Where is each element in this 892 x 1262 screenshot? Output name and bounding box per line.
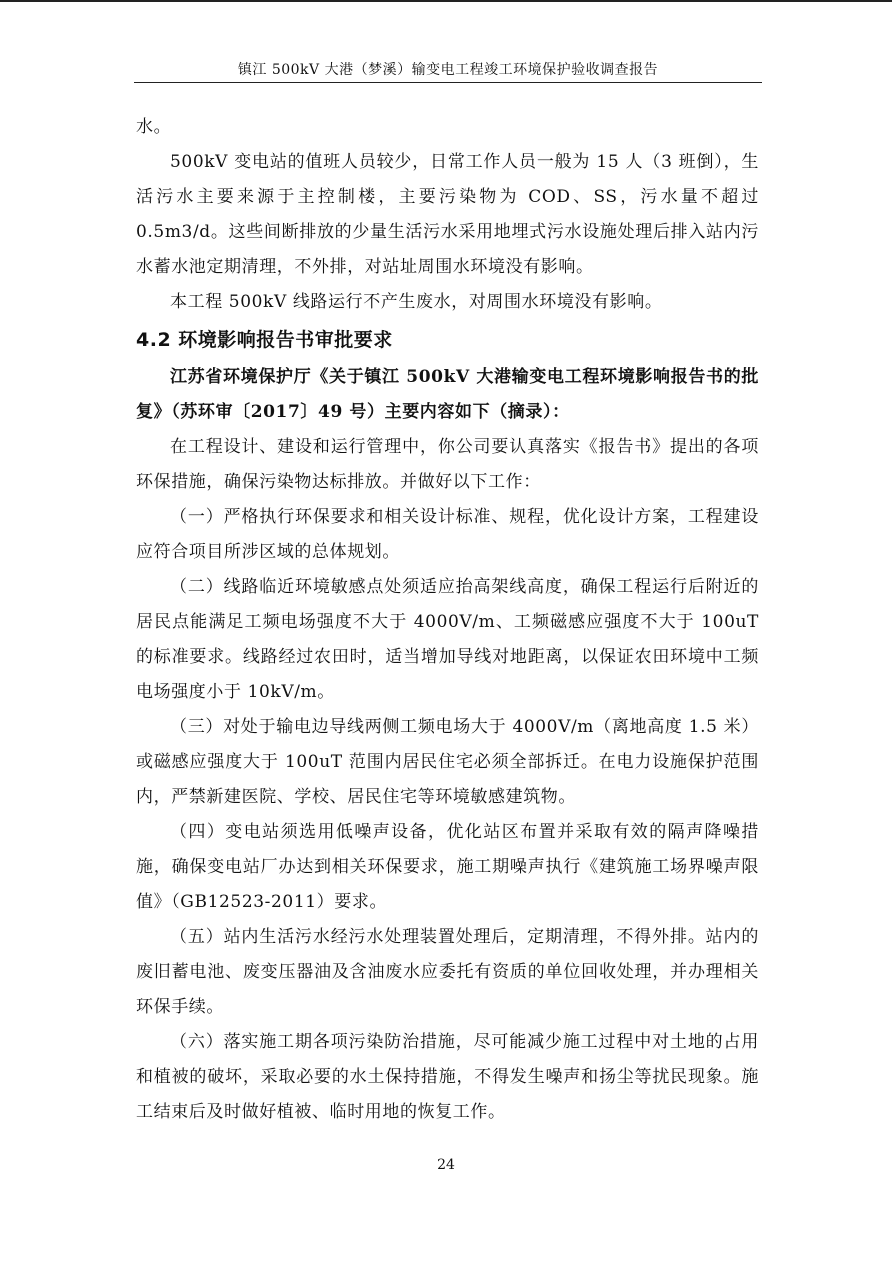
running-header: 镇江 500kV 大港（梦溪）输变电工程竣工环境保护验收调查报告	[237, 62, 659, 78]
section-heading: 4.2 环境影响报告书审批要求	[136, 329, 393, 351]
top-border-line	[0, 0, 892, 2]
requirement-item-5: （五）站内生活污水经污水处理装置处理后，定期清理，不得外排。站内的废旧蓄电池、废变压器油及含油废水应委托有资质的单位回收处理，并办理相关环保手续。	[136, 927, 759, 1017]
page-body	[136, 110, 759, 1130]
paragraph-approval-intro: 江苏省环境保护厅《关于镇江 500kV 大港输变电工程环境影响报告书的批复》（苏环审〔2017〕49 号）主要内容如下（摘录）：	[136, 367, 759, 422]
page-number: 24	[437, 1157, 455, 1173]
requirement-item-4: （四）变电站须选用低噪声设备，优化站区布置并采取有效的隔声降噪措施，确保变电站厂办达到相关环保要求，施工期噪声执行《建筑施工场界噪声限值》（GB12523-2011）要求。	[136, 822, 759, 912]
requirement-item-2: （二）线路临近环境敏感点处须适应抬高架线高度，确保工程运行后附近的居民点能满足工频电场强度不大于 4000V/m、工频磁感应强度不大于 100uT 的标准要求。线路经过农田时，适当增加导线对地距离，以保证农田环境中工频电场强度小于 10kV/m。	[136, 577, 759, 702]
requirement-item-3: （三）对处于输电边导线两侧工频电场大于 4000V/m（离地高度 1.5 米）或磁感应强度大于 100uT 范围内居民住宅必须全部拆迁。在电力设施保护范围内，严禁新建医院、学校、居民住宅等环境敏感建筑物。	[136, 717, 759, 807]
paragraph-line-wastewater: 本工程 500kV 线路运行不产生废水，对周围水环境没有影响。	[170, 292, 663, 312]
paragraph-continuation: 水。	[136, 117, 172, 137]
paragraph-requirements-intro: 在工程设计、建设和运行管理中，你公司要认真落实《报告书》提出的各项环保措施，确保污染物达标排放。并做好以下工作：	[136, 437, 759, 492]
requirement-item-1: （一）严格执行环保要求和相关设计标准、规程，优化设计方案，工程建设应符合项目所涉区域的总体规划。	[136, 507, 759, 562]
requirement-item-6: （六）落实施工期各项污染防治措施，尽可能减少施工过程中对土地的占用和植被的破坏，采取必要的水土保持措施，不得发生噪声和扬尘等扰民现象。施工结束后及时做好植被、临时用地的恢复工作。	[136, 1032, 759, 1122]
header-rule	[134, 82, 762, 83]
paragraph-substation-sewage: 500kV 变电站的值班人员较少，日常工作人员一般为 15 人（3 班倒），生活污水主要来源于主控制楼，主要污染物为 COD、SS，污水量不超过 0.5m3/d。这些间断排放的少量生活污水采用地埋式污水设施处理后排入站内污水蓄水池定期清理，不外排，对站址周围水环境没有影响。	[136, 152, 759, 277]
